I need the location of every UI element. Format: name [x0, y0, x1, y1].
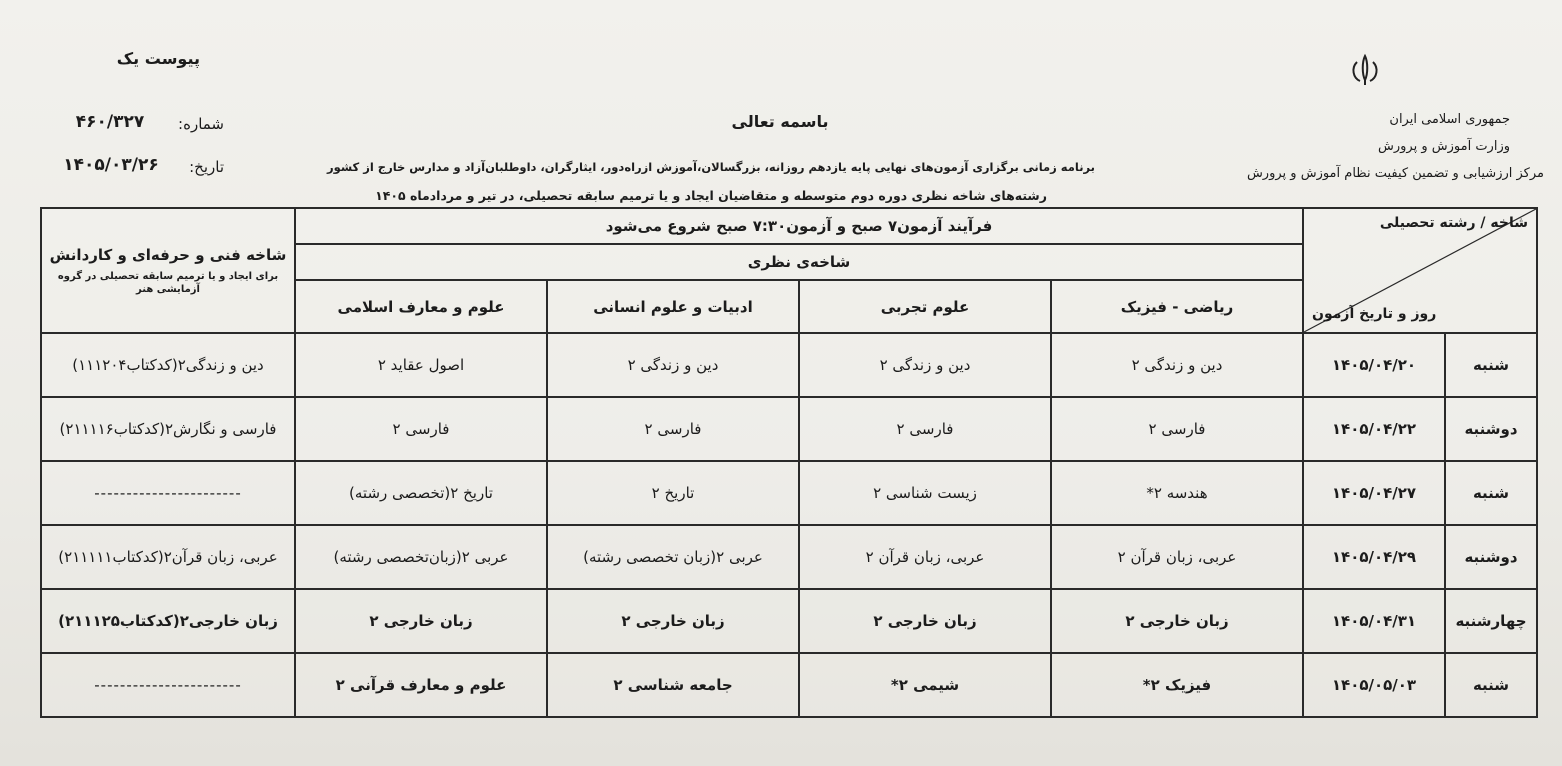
iran-emblem-icon: [1345, 50, 1385, 90]
exam-date: ۱۴۰۵/۰۴/۲۲: [1303, 397, 1445, 461]
humanities-exam: دین و زندگی ۲: [547, 333, 799, 397]
schedule-title-line2: رشته‌های شاخه نظری دوره دوم متوسطه و متقاضیان ایجاد و یا ترمیم سابقه تحصیلی، در تیر و مردادماه ۱۴۰۵: [375, 188, 1047, 203]
exam-date: ۱۴۰۵/۰۴/۲۹: [1303, 525, 1445, 589]
column-header-experimental-sciences: علوم تجربی: [799, 280, 1051, 333]
humanities-exam: عربی ۲(زبان تخصصی رشته): [547, 525, 799, 589]
table-row: [41, 525, 1537, 589]
exam-day: شنبه: [1445, 461, 1537, 525]
letter-number: ۴۶۰/۳۲۷: [75, 112, 145, 132]
org-ministry: وزارت آموزش و پرورش: [1377, 139, 1510, 154]
humanities-exam: فارسی ۲: [547, 397, 799, 461]
org-country: جمهوری اسلامی ایران: [1389, 112, 1510, 127]
exam-day: شنبه: [1445, 333, 1537, 397]
theoretical-branch-label: شاخه‌ی نظری: [295, 244, 1303, 280]
math-physics-exam: فارسی ۲: [1051, 397, 1303, 461]
vocational-exam: دین و زندگی۲(کدکتاب۱۱۱۲۰۴): [41, 333, 295, 397]
exam-schedule-table: [40, 207, 1538, 718]
vocational-exam: عربی، زبان قرآن۲(کدکتاب۲۱۱۱۱۱): [41, 525, 295, 589]
schedule-title-line1: برنامه زمانی برگزاری آزمون‌های نهایی پایه یازدهم روزانه، بزرگسالان،آموزش ازراه‌دور، ایثارگران، داوطلبان‌آزاد و مدارس خارج از کشور: [327, 160, 1095, 174]
vocational-note: برای ایجاد و یا ترمیم سابقه تحصیلی در گروه آزمایشی هنر: [57, 270, 279, 295]
corner-date-label: روز و تاریخ آزمون: [1312, 306, 1437, 322]
experimental-exam: شیمی ۲*: [799, 653, 1051, 717]
islamic-sciences-exam: فارسی ۲: [295, 397, 547, 461]
humanities-exam: جامعه شناسی ۲: [547, 653, 799, 717]
basmala-heading: باسمه تعالی: [731, 112, 829, 131]
column-header-math-physics: ریاضی - فیزیک: [1051, 280, 1303, 333]
math-physics-exam: دین و زندگی ۲: [1051, 333, 1303, 397]
vocational-exam: -----------------------: [41, 461, 295, 525]
table-row: [41, 461, 1537, 525]
experimental-exam: فارسی ۲: [799, 397, 1051, 461]
attachment-label: پیوست یک: [116, 49, 200, 68]
exam-day: چهارشنبه: [1445, 589, 1537, 653]
vocational-title: شاخه فنی و حرفه‌ای و کاردانش: [49, 245, 287, 264]
org-center: مرکز ارزشیابی و تضمین کیفیت نظام آموزش و پرورش: [1246, 166, 1544, 181]
table-row: [41, 397, 1537, 461]
exam-date: ۱۴۰۵/۰۵/۰۳: [1303, 653, 1445, 717]
humanities-exam: تاریخ ۲: [547, 461, 799, 525]
islamic-sciences-exam: زبان خارجی ۲: [295, 589, 547, 653]
header-row-process: [41, 208, 1537, 244]
islamic-sciences-exam: علوم و معارف قرآنی ۲: [295, 653, 547, 717]
islamic-sciences-exam: تاریخ ۲(تخصصی رشته): [295, 461, 547, 525]
islamic-sciences-exam: اصول عقاید ۲: [295, 333, 547, 397]
math-physics-exam: زبان خارجی ۲: [1051, 589, 1303, 653]
table-row: [41, 589, 1537, 653]
number-label: شماره:: [178, 115, 224, 133]
humanities-exam: زبان خارجی ۲: [547, 589, 799, 653]
exam-day: دوشنبه: [1445, 525, 1537, 589]
table-corner-cell: [1303, 208, 1537, 333]
exam-day: دوشنبه: [1445, 397, 1537, 461]
math-physics-exam: هندسه ۲*: [1051, 461, 1303, 525]
experimental-exam: عربی، زبان قرآن ۲: [799, 525, 1051, 589]
letter-date: ۱۴۰۵/۰۳/۲۶: [63, 155, 159, 175]
vocational-branch-header: [41, 208, 295, 333]
math-physics-exam: فیزیک ۲*: [1051, 653, 1303, 717]
column-header-islamic-sciences: علوم و معارف اسلامی: [295, 280, 547, 333]
exam-date: ۱۴۰۵/۰۴/۲۰: [1303, 333, 1445, 397]
vocational-exam: -----------------------: [41, 653, 295, 717]
date-label: تاریخ:: [189, 158, 224, 176]
column-header-humanities: ادبیات و علوم انسانی: [547, 280, 799, 333]
table-row: [41, 653, 1537, 717]
vocational-exam: زبان خارجی۲(کدکتاب۲۱۱۱۲۵): [41, 589, 295, 653]
exam-date: ۱۴۰۵/۰۴/۳۱: [1303, 589, 1445, 653]
vocational-exam: فارسی و نگارش۲(کدکتاب۲۱۱۱۱۶): [41, 397, 295, 461]
process-note: فرآیند آزمون۷ صبح و آزمون۷:۳۰ صبح شروع می‌شود: [295, 208, 1303, 244]
experimental-exam: دین و زندگی ۲: [799, 333, 1051, 397]
exam-day: شنبه: [1445, 653, 1537, 717]
table-row: [41, 333, 1537, 397]
experimental-exam: زیست شناسی ۲: [799, 461, 1051, 525]
experimental-exam: زبان خارجی ۲: [799, 589, 1051, 653]
islamic-sciences-exam: عربی ۲(زبان‌تخصصی رشته): [295, 525, 547, 589]
exam-date: ۱۴۰۵/۰۴/۲۷: [1303, 461, 1445, 525]
math-physics-exam: عربی، زبان قرآن ۲: [1051, 525, 1303, 589]
corner-branch-label: شاخه / رشته تحصیلی: [1379, 215, 1528, 231]
